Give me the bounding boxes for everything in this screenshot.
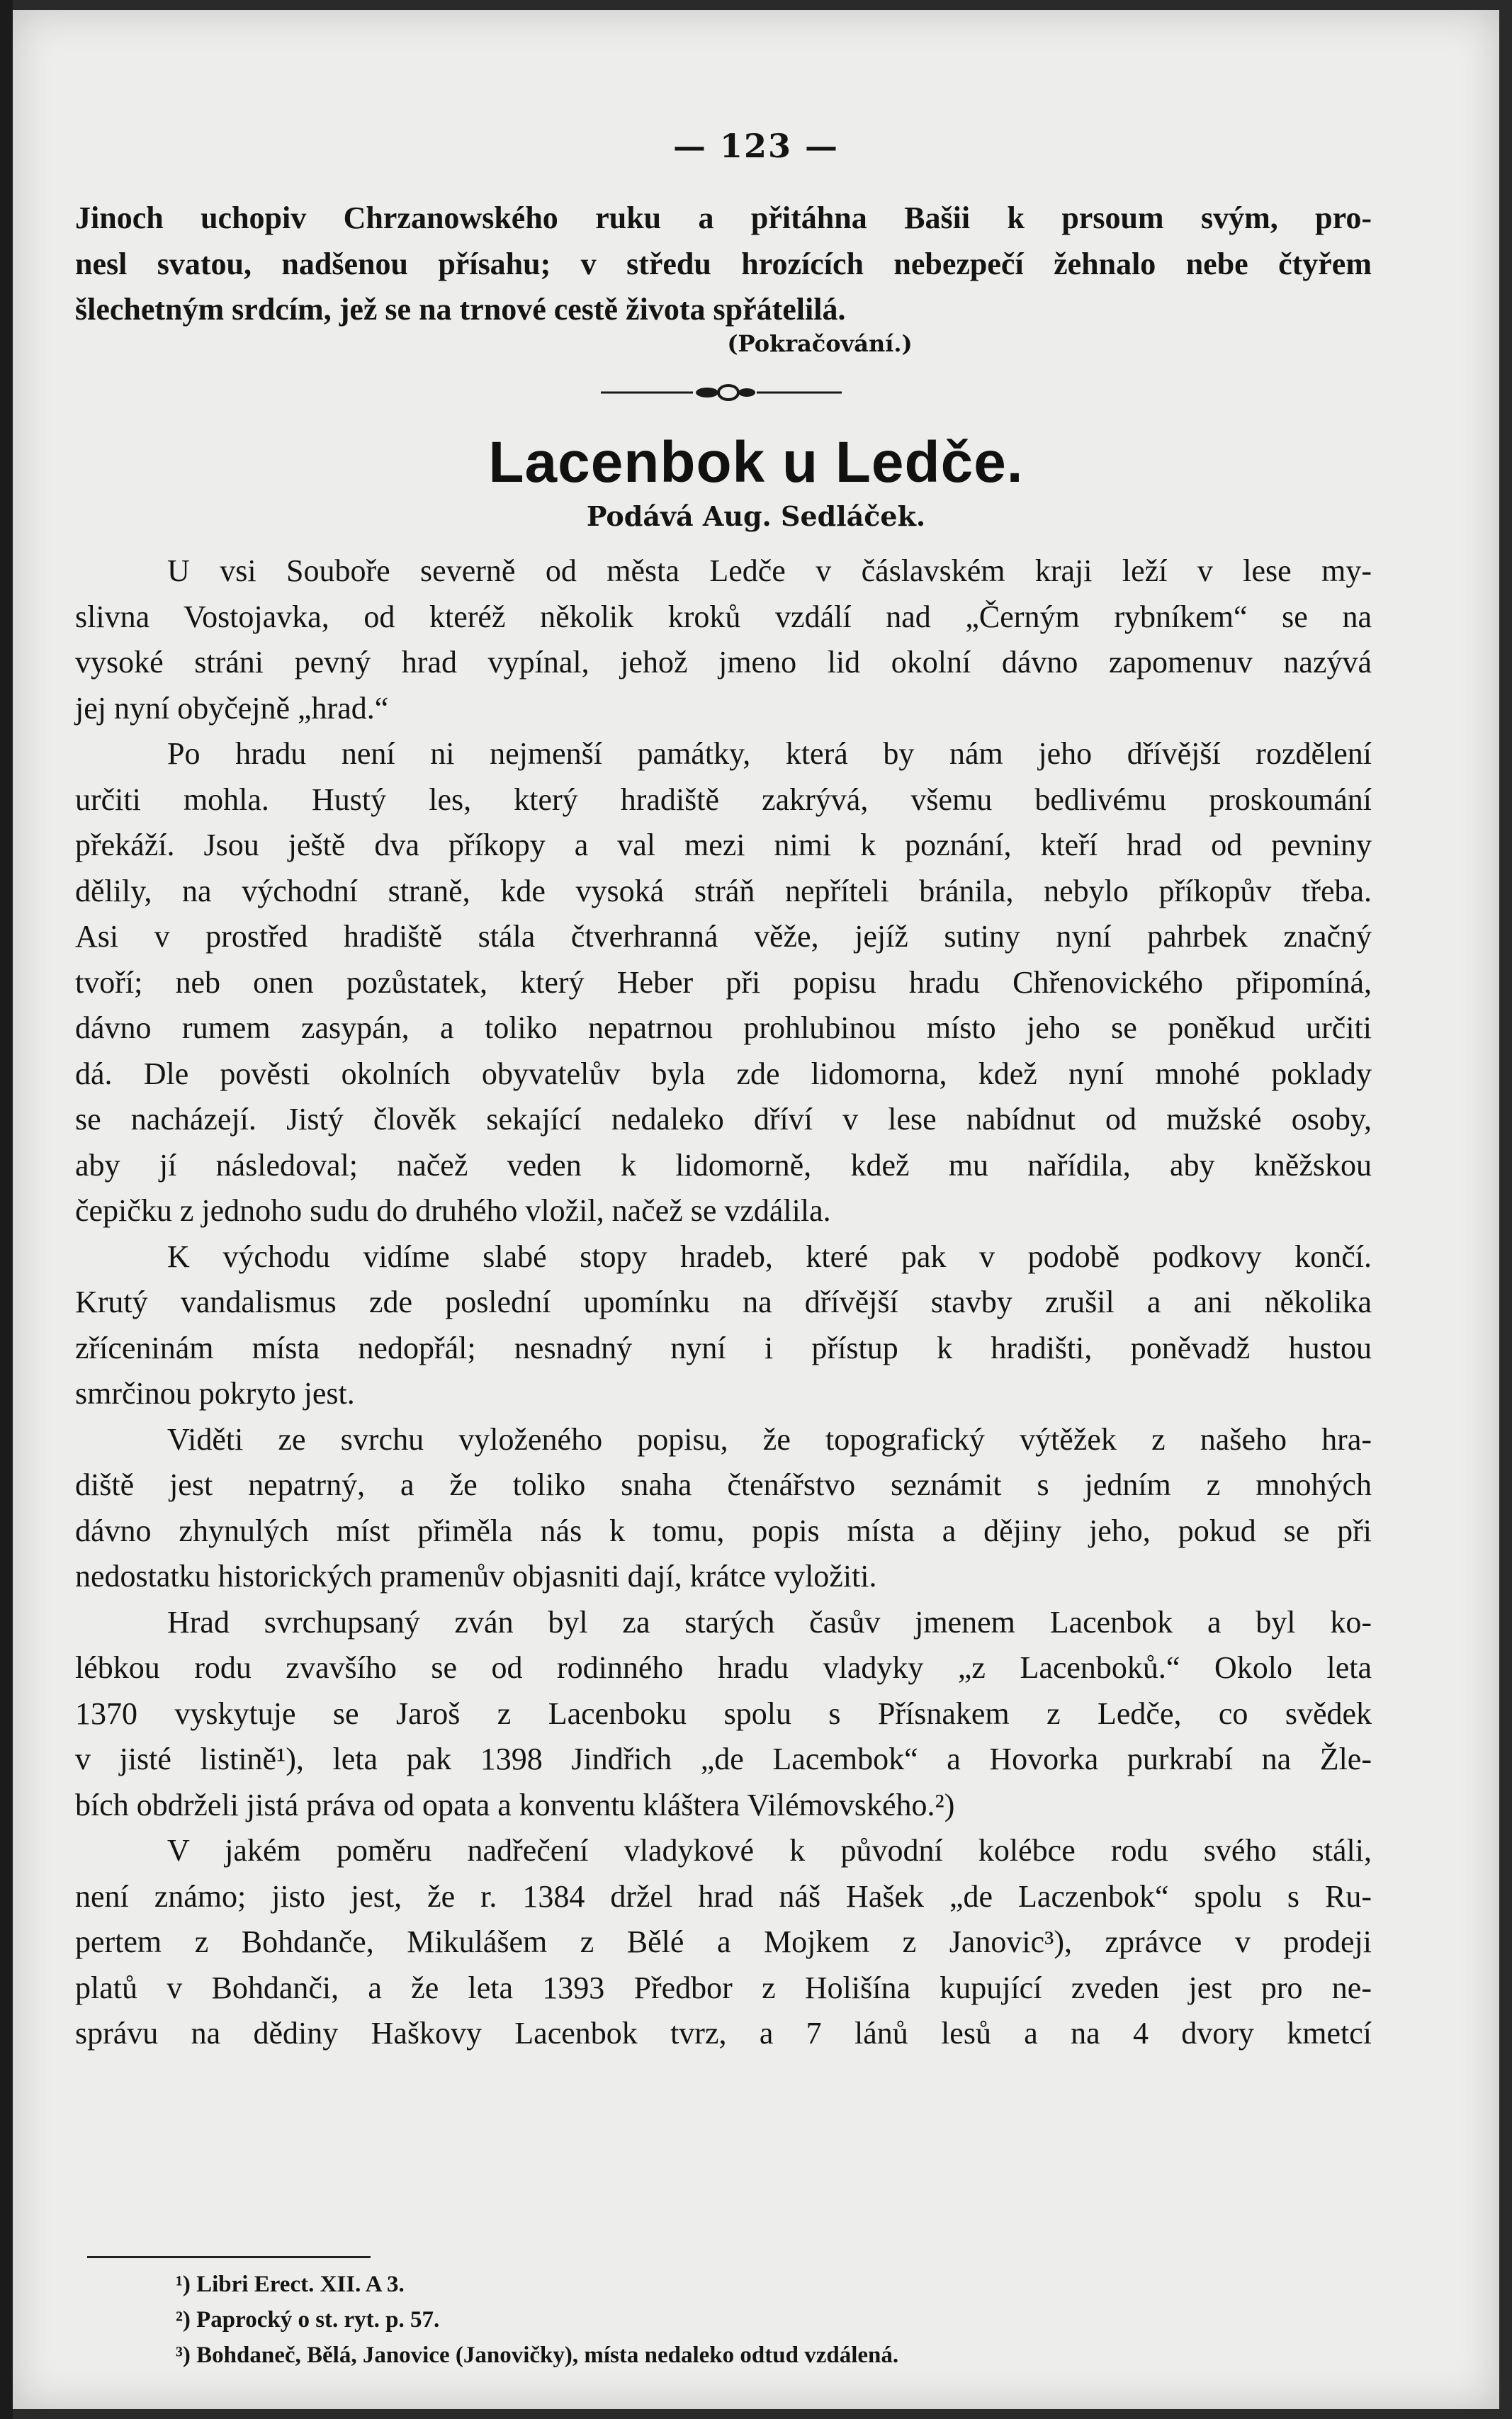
body-line: dávno zhynulých míst přiměla nás k tomu, popis místa a dějiny jeho, pokud se při (75, 1513, 1372, 1548)
body-line: správu na dědiny Haškovy Lacenbok tvrz, a 7 lánů lesů a na 4 dvory kmetcí (75, 2016, 1372, 2051)
body-line: bích obdrželi jistá práva od opata a konventu kláštera Vilémovského.²) (75, 1787, 955, 1822)
body-line: není známo; jisto jest, že r. 1384 držel hrad náš Hašek „de Laczenbok“ spolu s Ru- (75, 1878, 1372, 1914)
footnote-rule (87, 2256, 371, 2258)
body-line: platů v Bohdanči, a že leta 1393 Předbor z Holišína kupující zveden jest pro ne- (75, 1970, 1372, 2005)
scan-edge (0, 0, 13, 2419)
footnotes (176, 2267, 898, 2373)
body-line: nedostatku historických pramenův objasniti dají, krátce vyložiti. (75, 1559, 877, 1594)
footnote-item: ³) Bohdaneč, Bělá, Janovice (Janovičky), místa nedaleko odtud vzdálená. (176, 2342, 899, 2368)
body-line: dá. Dle pověsti okolních obyvatelův byla zde lidomorna, kdež nyní mnohé poklady (75, 1056, 1372, 1091)
body-line: U vsi Soubořе severně od města Ledče v čáslavském kraji leží v lese my- (167, 553, 1372, 588)
footnote-item: ¹) Libri Erect. XII. A 3. (176, 2272, 405, 2297)
body-line: Asi v prostřed hradiště stála čtverhranná věže, jejíž sutiny nyní pahrbek značný (75, 919, 1372, 954)
intro-paragraph (75, 196, 1372, 333)
body-line: čepičku z jednoho sudu do druhého vložil, načež se vzdálila. (75, 1193, 831, 1228)
article-author: Podává Aug. Sedláček. (586, 500, 926, 532)
continuation-note: (Pokračování.) (727, 330, 913, 357)
article-body (75, 548, 1372, 2057)
intro-line: šlechetným srdcím, jež se na trnové cestě života spřátelilá. (75, 292, 846, 327)
body-line: slivna Vostojavka, od kteréž několik kroků vzdálí nad „Černým rybníkem“ se na (75, 599, 1372, 634)
intro-line: nesl svatou, nadšenou přísahu; v středu hrozících nebezpečí žehnalo nebe čtyřem (75, 246, 1372, 281)
body-line: tvoří; neb onen pozůstatek, který Heber při popisu hradu Chřenovického připomíná, (75, 964, 1372, 1000)
body-line: dělily, na východní straně, kde vysoká stráň nepříteli bránila, nebylo příkopův třeba. (75, 873, 1372, 908)
body-line: překáží. Jsou ještě dva příkopy a val mezi nimi k poznání, kteří hrad od pevniny (75, 828, 1372, 862)
body-line: pertem z Bohdanče, Mikulášem z Bělé a Mojkem z Janovic³), zprávce v prodeji (75, 1924, 1372, 1959)
body-line: Krutý vandalismus zde poslední upomínku na dřívější stavby zrušil a ani několika (75, 1285, 1372, 1319)
page-number: — 123 — (672, 127, 840, 165)
body-line: vysoké stráni pevný hrad vypínal, jehož jmeno lid okolní dávno zapomenuv nazývá (75, 645, 1372, 680)
ornament-divider-icon (601, 378, 842, 407)
article-title: Lacenbok u Ledče. (488, 430, 1024, 495)
body-line: K východu vidíme slabé stopy hradeb, které pak v podobě podkovy končí. (167, 1239, 1372, 1274)
body-line: lébkou rodu zvavšího se od rodinného hradu vladyky „z Lacenboků.“ Okolo leta (75, 1650, 1372, 1685)
body-line: jej nyní obyčejně „hrad.“ (75, 690, 389, 726)
document-page (13, 10, 1499, 2409)
body-line: Po hradu není ni nejmenší památky, která by nám jeho dřívější rozdělení (167, 736, 1372, 771)
body-line: se nacházejí. Jistý člověk sekající nedaleko dříví v lese nabídnut od mužské osoby, (75, 1102, 1372, 1137)
body-line: 1370 vyskytuje se Jaroš z Lacenboku spolu s Přísnakem z Ledče, co svědek (75, 1696, 1372, 1731)
body-line: diště jest nepatrný, a že toliko snaha čtenářstvo seznámit s jedním z mnohých (75, 1467, 1372, 1502)
body-line: Viděti ze svrchu vyloženého popisu, že topografický výtěžek z našeho hra- (167, 1421, 1372, 1457)
body-line: aby jí následoval; načež veden k lidomorně, kdež mu nařídila, aby kněžskou (75, 1147, 1372, 1183)
body-line: V jakém poměru nadřečení vladykové k původní kolébce rodu svého stáli, (167, 1833, 1372, 1868)
body-line: smrčinou pokryto jest. (75, 1376, 355, 1411)
body-line: zříceninám místa nedopřál; nesnadný nyní i přístup k hradišti, poněvadž hustou (75, 1330, 1372, 1365)
body-line: Hrad svrchupsaný zván byl za starých časův jmenem Lacenbok a byl ko- (167, 1604, 1372, 1640)
body-line: určiti mohla. Hustý les, který hradiště zakrývá, všemu bedlivému proskoumání (75, 782, 1372, 817)
body-line: dávno rumem zasypán, a toliko nepatrnou prohlubinou místo jeho se poněkud určiti (75, 1010, 1372, 1045)
intro-line: Jinoch uchopiv Chrzanowského ruku a přitáhna Bašii k prsoum svým, pro- (75, 201, 1372, 235)
footnote-item: ²) Paprocký o st. ryt. p. 57. (176, 2307, 440, 2333)
body-line: v jisté listině¹), leta pak 1398 Jindřich „de Lacembok“ a Hovorka purkrabí na Žle- (75, 1742, 1372, 1776)
